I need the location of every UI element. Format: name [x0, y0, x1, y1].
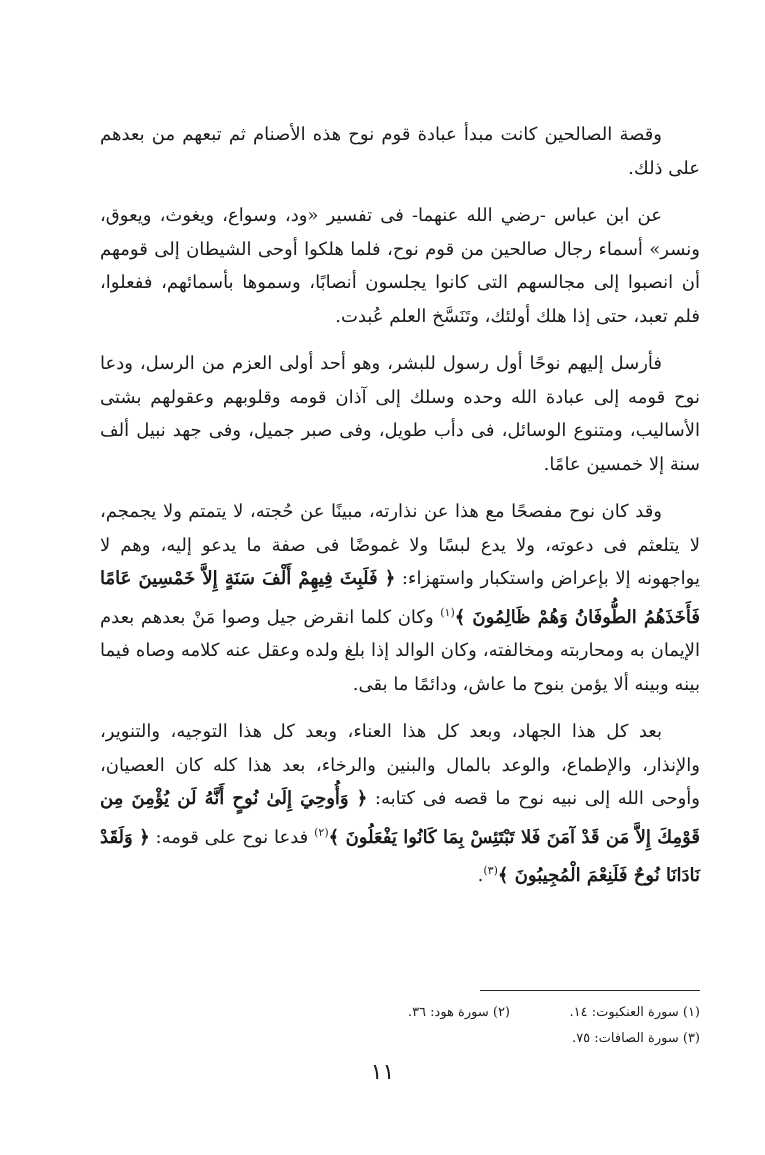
footnote-3: (٣) سورة الصافات: ٧٥.	[572, 1031, 700, 1046]
paragraph-text: عن ابن عباس -رضي الله عنهما- فى تفسير «ود، وسواع، ويغوث، ويعوق، ونسر» أسماء رجال صالحين من قوم نوح، فلما هلكوا أوحى الشيطان إلى قومهم أن انصبوا إلى مجالسهم التى كانوا يجلسون أنصابًا، وسموها بأسمائهم، ففعلوا، فلم تعبد، حتى إذا هلك أولئك، وتَنَسَّخ العلم عُبدت.	[100, 205, 700, 327]
paragraph-text: وكان كلما انقرض جيل وصوا مَنْ بعدهم بعدم الإيمان به ومحاربته ومخالفته، وكان الوالد إذا بلغ ولده وعقل عنه كلامه وصاه فيما بينه وبينه ألا يؤمن بنوح ما عاش، ودائمًا ما بقى.	[100, 606, 700, 695]
paragraph	[100, 347, 700, 481]
footnote-row-2	[100, 1026, 700, 1052]
quran-verse: ﴿ وَلَقَدْ نَادَانَا نُوحٌ فَلَنِعْمَ الْمُجِيبُونَ ﴾	[100, 826, 700, 886]
page-number: ١١	[370, 1060, 395, 1085]
paragraph-text: بعد كل هذا الجهاد، وبعد كل هذا العناء، وبعد كل هذا التوجيه، والتنوير، والإنذار، والإطماع، والوعد بالمال والبنين والرخاء، بعد هذا كله كان العصيان، وأوحى الله إلى نبيه نوح ما قصه فى كتابه:	[100, 721, 700, 809]
footnotes	[100, 1000, 700, 1052]
footnote-reference: (٣)	[483, 864, 498, 877]
paragraph	[100, 495, 700, 701]
paragraph-text: .	[477, 865, 484, 886]
paragraph-text: وقصة الصالحين كانت مبدأ عبادة قوم نوح هذه الأصنام ثم تبعهم من بعدهم على ذلك.	[100, 124, 700, 179]
footnote-reference: (١)	[440, 605, 455, 619]
paragraph-text: فدعا نوح على قومه:	[149, 826, 315, 848]
paragraph	[100, 715, 700, 893]
page-body	[100, 118, 700, 907]
footnote-2: (٢) سورة هود: ٣٦.	[407, 1005, 510, 1020]
paragraph	[100, 199, 700, 333]
quran-verse: ﴿ فَلَبِثَ فِيهِمْ أَلْفَ سَنَةٍ إِلاَّ خَمْسِينَ عَامًا فَأَخَذَهُمُ الطُّوفَانُ وَهُمْ ظَالِمُونَ ﴾	[100, 568, 700, 628]
paragraph-text: فأرسل إليهم نوحًا أول رسول للبشر، وهو أحد أولى العزم من الرسل، ودعا نوح قومه إلى عبادة الله وحده وسلك إلى آذان قومه وقلوبهم وعقولهم بشتى الأساليب، ومتنوع الوسائل، فى دأب طويل، وفى صبر جميل، وفى جهد نبيل ألف سنة إلا خمسين عامًا.	[100, 353, 700, 475]
footnote-reference: (٢)	[314, 825, 329, 839]
footnote-1: (١) سورة العنكبوت: ١٤.	[569, 1005, 700, 1020]
paragraph-text: وقد كان نوح مفصحًا مع هذا عن نذارته، مبينًا عن حُجته، لا يتمتم ولا يجمجم، لا يتلعثم فى دعوته، ولا يدع لبسًا ولا غموضًا فى صفة ما يدعو إليه، وهم لا يواجهونه إلا بإعراض واستكبار واستهزاء:	[100, 501, 700, 589]
footnote-separator	[480, 990, 700, 991]
footnote-row-1	[100, 1000, 700, 1026]
paragraph	[100, 118, 700, 185]
quran-verse: ﴿ وَأُوحِيَ إِلَىٰ نُوحٍ أَنَّهُ لَن يُؤْمِنَ مِن قَوْمِكَ إِلاَّ مَن قَدْ آمَنَ فَلا تَبْتَئِسْ بِمَا كَانُوا يَفْعَلُونَ ﴾	[100, 788, 701, 848]
